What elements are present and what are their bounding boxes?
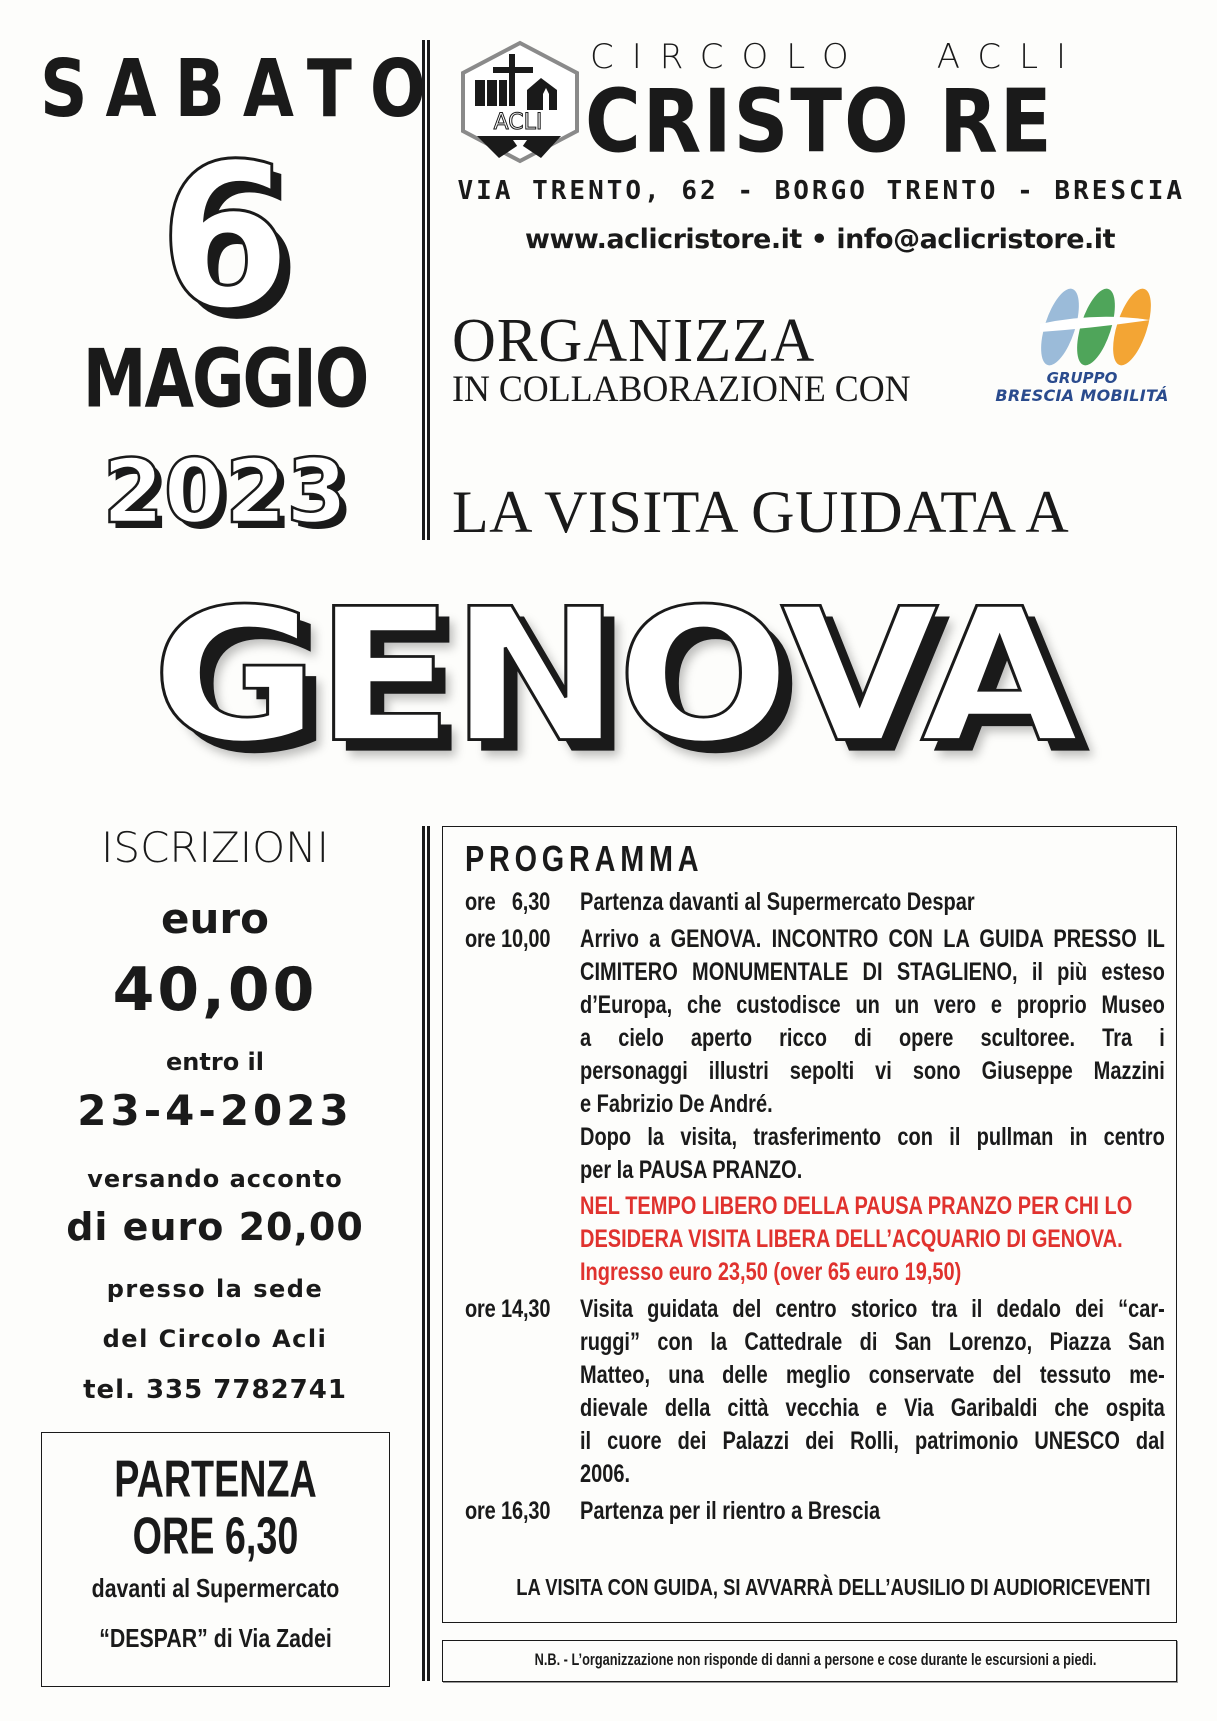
audio-guide-note: LA VISITA CON GUIDA, SI AVVARRÀ DELL’AUSILIO DI AUDIORICEVENTI	[516, 1574, 1151, 1600]
deposit-label: versando acconto	[87, 1165, 343, 1193]
circolo-acli-heading	[590, 37, 1180, 77]
aquarium-price: Ingresso euro 23,50 (over 65 euro 19,50)	[580, 1258, 962, 1286]
disclaimer-text: N.B. - L’organizzazione non risponde di danni a persone e cose durante le escursioni a piedi.	[534, 1650, 1097, 1669]
brescia-mobilita-logo	[995, 284, 1180, 414]
departure-title: PARTENZA	[114, 1449, 317, 1508]
departure-time: ORE 6,30	[132, 1506, 299, 1565]
aquarium-highlight: NEL TEMPO LIBERO DELLA PAUSA PRANZO PER CHI LO	[580, 1192, 1133, 1220]
deadline-date: 23-4-2023	[77, 1086, 353, 1135]
organizer-web-email: www.aclicristore.it • info@aclicristore.it	[525, 224, 1115, 255]
program-box	[442, 826, 1177, 1623]
program-time: ore 14,30	[465, 1295, 551, 1323]
program-time: ore 16,30	[465, 1497, 551, 1525]
program-title: PROGRAMMA	[465, 838, 704, 879]
program-description: Partenza per il rientro a Brescia	[580, 1497, 881, 1525]
visit-heading: LA VISITA GUIDATA A	[452, 479, 1070, 545]
acli-word: ACLI	[936, 37, 1085, 77]
program-time: ore 10,00	[465, 925, 551, 953]
program-item	[465, 1293, 1165, 1491]
deadline-label: entro il	[166, 1048, 264, 1076]
disclaimer-box	[442, 1640, 1177, 1682]
svg-text:ACLI: ACLI	[493, 110, 543, 135]
partner-name-line2: BRESCIA MOBILITÁ	[995, 386, 1169, 405]
acli-logo	[457, 40, 583, 164]
double-divider-bottom	[422, 826, 430, 1681]
partner-name-line1: GRUPPO	[1046, 369, 1118, 387]
program-description: Arrivo a GENOVA. INCONTRO CON LA GUIDA PRESSO IL CIMITERO MONUMENTALE DI STAGLIENO, il più esteso d’Europa, che custodisce un un vero e proprio Museo a cielo aperto ricco di opere scultoree. Tra i personaggi illustri sepolti vi sono Giuseppe Mazzini e Fabrizio De André. Dopo la visita, trasferimento con il pullman in centro per la PAUSA PRANZO. NEL TEMPO LIBERO DELLA PAUSA PRANZO PER CHI LO DESIDERA VISITA LIBERA DELL’ACQUARIO DI GENOVA. Ingresso euro 23,50 (over 65 euro 19,50)	[580, 923, 1165, 1289]
price: 40,00	[112, 955, 318, 1025]
month: MAGGIO	[82, 333, 368, 427]
registration-place-2: del Circolo Acli	[102, 1325, 328, 1353]
departure-box	[41, 1432, 390, 1687]
program-description: Partenza davanti al Supermercato Despar	[580, 888, 975, 916]
departure-place-2: “DESPAR” di Via Zadei	[99, 1623, 332, 1653]
double-divider-top	[422, 40, 430, 540]
organizer-name: CRISTO RE	[585, 69, 1054, 173]
currency-label: euro	[161, 894, 269, 943]
day-number: 6	[158, 121, 292, 354]
collaboration-text: IN COLLABORAZIONE CON	[452, 369, 911, 410]
organizer-address: VIA TRENTO, 62 - BORGO TRENTO - BRESCIA	[457, 176, 1185, 206]
program-item	[465, 923, 1165, 1289]
program-description: Visita guidata del centro storico tra il dedalo dei “car- ruggi” con la Cattedrale di San Lorenzo, Piazza San Matteo, una delle meglio conservate del tessuto me- dievale della città vecchia e Via Garibaldi che ospita il cuore dei Palazzi dei Rolli, patrimonio UNESCO dal 2006.	[580, 1295, 1165, 1488]
program-list	[465, 886, 1165, 1528]
deposit-amount: di euro 20,00	[66, 1205, 364, 1249]
acli-hexagon-icon	[457, 40, 583, 164]
destination-title: GENOVA	[151, 569, 1075, 784]
departure-place-1: davanti al Supermercato	[91, 1573, 340, 1603]
program-time: ore 6,30	[465, 888, 551, 916]
brescia-mobilita-swoosh-icon	[1000, 284, 1180, 374]
year: 2023	[102, 440, 348, 543]
circolo-word: CIRCOLO	[590, 37, 867, 77]
phone-number: tel. 335 7782741	[83, 1375, 347, 1405]
registration-title: ISCRIZIONI	[101, 823, 329, 872]
program-item	[465, 886, 1165, 919]
weekday: SABATO	[40, 42, 445, 136]
aquarium-highlight: DESIDERA VISITA LIBERA DELL’ACQUARIO DI GENOVA.	[580, 1225, 1123, 1253]
program-item	[465, 1495, 1165, 1528]
registration-place-1: presso la sede	[106, 1275, 324, 1303]
organizza-heading: ORGANIZZA	[452, 307, 816, 375]
